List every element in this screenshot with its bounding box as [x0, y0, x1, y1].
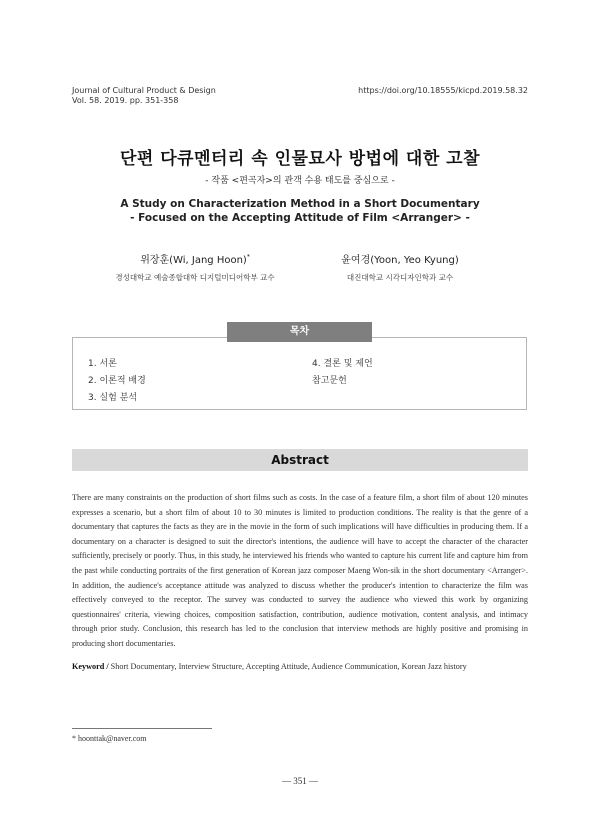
author-2-name: 윤여경(Yoon, Yeo Kyung): [341, 255, 459, 266]
author-1-mark: *: [246, 253, 250, 261]
abstract-text: There are many constraints on the production of short films such as costs. In the case of a feature film, a short film of about 120 minutes expresses a scenario, but a short film of about 10 to 30 minutes is limited to production conditions. The reality is that the genre of a documentary that captures the facts as they are in the movie in the form of such implications will have difficulties in producing them. If a documentary on a character is designed to suit the director's intentions, the audience will have to accept the character of the character sufficiently, precisely or poorly. Thus, in this study, he interviewed his friends who wanted to capture his current life and capture him from the past while conducting portraits of the first generation of Korean jazz composer Maeng Won-sik in the short documentary <Arranger>. In addition, the audience's acceptance attitude was analyzed to discuss whether the producer's intention to characterize the film was effectively conveyed to the receptor. The survey was conducted to survey the audience who viewed this work by organizing questionnaires' criteria, viewing choices, composition satisfaction, contribution, audience motivation, content analysis, and intimacy through prior study. Conclusion, this research has led to the conclusion that interview methods are highly positive and promising in producing short documentaries.: [72, 493, 528, 648]
author-1-affiliation: 경성대학교 예술종합대학 디지털미디어학부 교수: [115, 273, 275, 282]
toc-label: 목차: [227, 322, 372, 342]
toc-item[interactable]: 참고문헌: [312, 376, 347, 386]
toc-item[interactable]: 3. 실험 분석: [88, 393, 138, 403]
keyword-list: Short Documentary, Interview Structure, Accepting Attitude, Audience Communication, Korean Jazz history: [110, 662, 467, 671]
doi-link[interactable]: https://doi.org/10.18555/kicpd.2019.58.32: [358, 86, 528, 95]
footnote: [72, 734, 146, 743]
abstract-heading: Abstract: [72, 449, 528, 471]
toc-item[interactable]: 2. 이론적 배경: [88, 376, 146, 386]
author-2-affiliation: 대진대학교 시각디자인학과 교수: [346, 273, 454, 282]
footnote-divider: [72, 728, 212, 729]
journal-header: [72, 86, 216, 106]
toc-item[interactable]: 4. 결론 및 제언: [312, 359, 373, 369]
footnote-mark: *: [72, 734, 76, 743]
english-subtitle: - Focused on the Accepting Attitude of Film <Arranger> -: [130, 212, 470, 224]
keyword-label: Keyword /: [72, 662, 109, 671]
journal-name: Journal of Cultural Product & Design: [72, 86, 216, 95]
footnote-email[interactable]: hoonttak@naver.com: [78, 734, 147, 743]
korean-title: 단편 다큐멘터리 속 인물묘사 방법에 대한 고찰: [119, 149, 481, 169]
author-1-name: [100, 251, 290, 266]
author-1-label: 위장훈(Wi, Jang Hoon): [140, 255, 247, 266]
keywords: [72, 662, 528, 671]
page-number: — 351 —: [282, 776, 318, 786]
toc-item[interactable]: 1. 서론: [88, 359, 117, 369]
english-title: A Study on Characterization Method in a Short Documentary: [120, 198, 480, 210]
journal-volume: Vol. 58. 2019. pp. 351-358: [72, 96, 179, 105]
korean-subtitle: - 작품 <편곡자>의 관객 수용 태도를 중심으로 -: [205, 176, 395, 186]
